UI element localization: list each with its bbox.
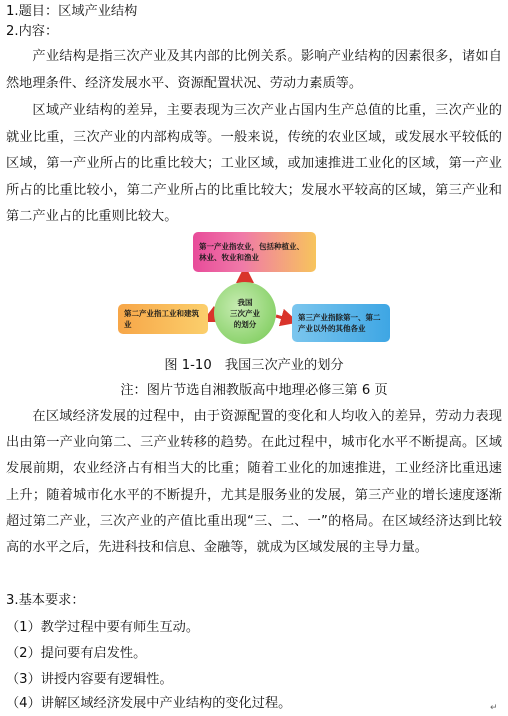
paragraph-3: 在区域经济发展的过程中，由于资源配置的变化和人均收入的差异，劳动力表现出由第一产业向第二、三产业转移的趋势。在此过程中，城市化水平不断提高。区域发展前期，农业经济占有相当大的比重；随着工业化的加速推进，工业经济比重迅速上升；随着城市化水平的不断提升，尤其是服务业的发展，第三产业的增长速度逐渐超过第二产业，三次产业的产值比重出现“三、二、一”的格局。在区域经济达到比较高的水平之后，先进科技和信息、金融等，就成为区域发展的主导力量。 <box>6 409 502 556</box>
center-circle <box>214 282 276 344</box>
requirement-item-4: （4）讲解区域经济发展中产业结构的变化过程。 <box>6 696 292 711</box>
requirements-heading: 3.基本要求： <box>6 593 85 608</box>
requirement-item-3: （3）讲授内容要有逻辑性。 <box>6 672 173 687</box>
figure-caption: 图 1-10 我国三次产业的划分 <box>164 358 344 373</box>
center-line-1: 我国 <box>237 297 253 307</box>
secondary-industry-box <box>118 304 208 334</box>
figure-note: 注：图片节选自湘教版高中地理必修三第 6 页 <box>120 383 388 398</box>
center-line-2: 三次产业 <box>230 308 260 318</box>
primary-industry-box <box>193 232 316 272</box>
paragraph-1: 产业结构是指三次产业及其内部的比例关系。影响产业结构的因素很多，诸如自然地理条件、经济发展水平、资源配置状况、劳动力素质等。 <box>6 49 502 91</box>
tertiary-industry-text: 第三产业指除第一、第二产业以外的其他各业 <box>298 313 381 333</box>
secondary-industry-text: 第二产业指工业和建筑业 <box>124 309 199 329</box>
content-label: 2.内容： <box>6 24 59 39</box>
title-line: 1.题目：区域产业结构 <box>6 4 138 19</box>
tertiary-industry-box <box>292 304 390 342</box>
paragraph-2: 区域产业结构的差异，主要表现为三次产业占国内生产总值的比重，三次产业的就业比重，三次产业的内部构成等。一般来说，传统的农业区域，或发展水平较低的区域，第一产业所占的比重比较大；工业区域，或加速推进工业化的区域，第一产业所占的比重比较小，第二产业所占的比重比较大；发展水平较高的区域，第三产业和第二产业占的比重则比较大。 <box>6 103 502 224</box>
requirement-item-1: （1）教学过程中要有师生互动。 <box>6 620 200 635</box>
primary-industry-text: 第一产业指农业，包括种植业、林业、牧业和渔业 <box>199 242 304 262</box>
requirement-item-2: （2）提问要有启发性。 <box>6 646 147 661</box>
industry-division-figure <box>116 230 392 355</box>
center-line-3: 的划分 <box>233 319 257 329</box>
paragraph-return-icon: ↵ <box>490 703 498 713</box>
